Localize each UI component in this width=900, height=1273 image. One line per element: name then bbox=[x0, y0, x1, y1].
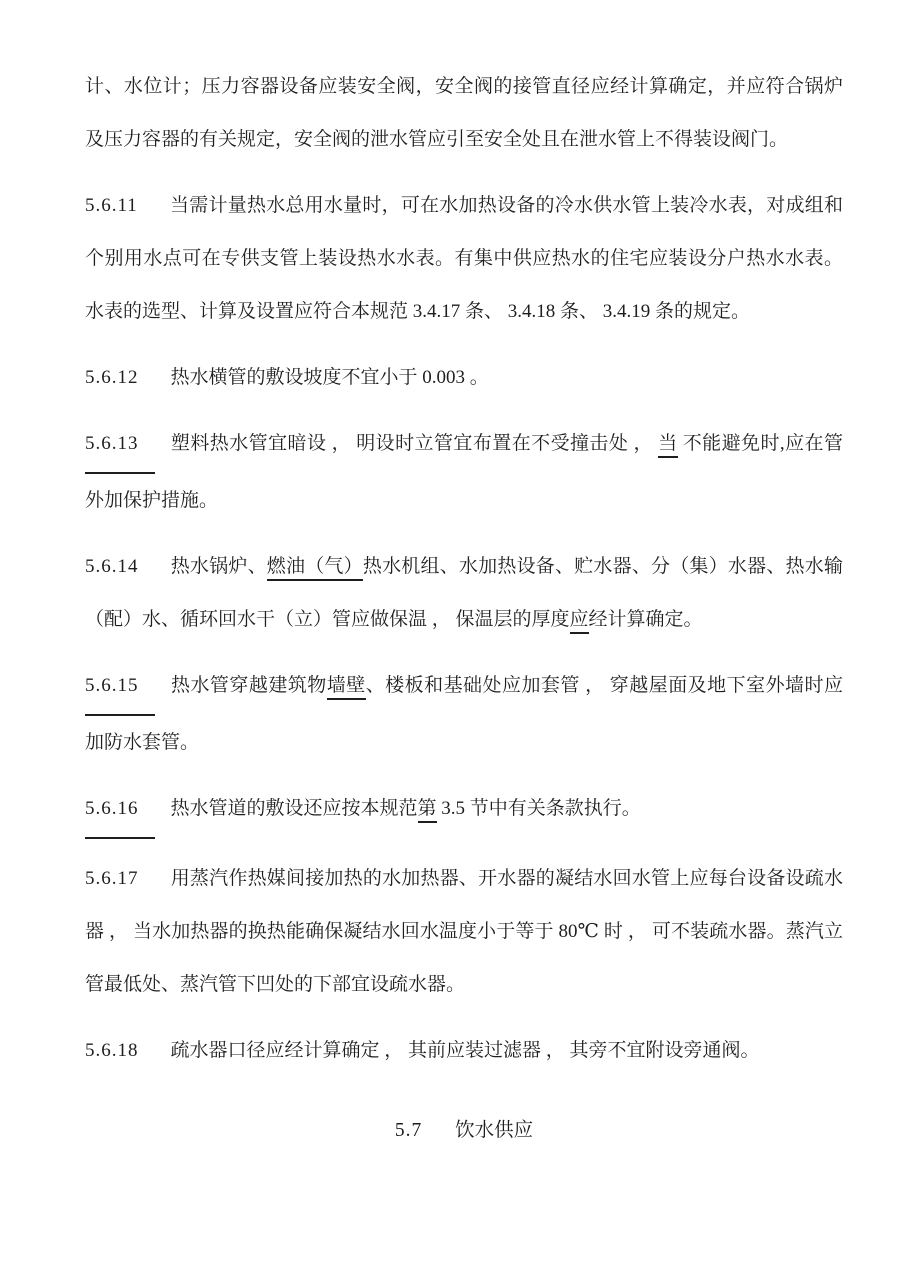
text-run: 热水管道的敷设还应按本规范 bbox=[170, 798, 418, 819]
paragraph-5.6.13 bbox=[85, 417, 843, 527]
clause-number: 5.6.12 bbox=[85, 367, 139, 388]
underlined-text: 第 bbox=[418, 798, 437, 823]
text-run: 经计算确定。 bbox=[588, 609, 703, 630]
paragraph-5.6.14 bbox=[85, 540, 843, 646]
document-body bbox=[85, 60, 843, 1077]
paragraph-5.6.15 bbox=[85, 659, 843, 769]
text-run: 热水横管的敷设坡度不宜小于 0.003 。 bbox=[170, 367, 489, 388]
paragraph-5.6.17 bbox=[85, 852, 843, 1011]
paragraph-5.6.16 bbox=[85, 782, 843, 839]
text-run: 热水锅炉、 bbox=[170, 556, 267, 577]
paragraph-5.6.18 bbox=[85, 1024, 843, 1077]
text-run: 塑料热水管宜暗设 ， 明设时立管宜布置在不受撞击处 ， bbox=[170, 433, 659, 454]
text-run: 热水机组、水加热设备、贮水器、分（集）水器、热水输（配）水、循环回水干（立）管应做保温 ， 保温层的厚度 bbox=[85, 556, 843, 630]
section-heading bbox=[85, 1090, 843, 1157]
text-run: 、楼板和基础处应加套管 ， 穿越屋面及地下室外墙时应加防水套管。 bbox=[85, 675, 843, 753]
text-run: 热水管穿越建筑物 bbox=[170, 675, 327, 696]
clause-number: 5.6.17 bbox=[85, 868, 139, 889]
text-run: 3.5 节中有关条款执行。 bbox=[436, 798, 641, 819]
underlined-text: 墙壁 bbox=[327, 675, 366, 700]
text-run: 计、水位计；压力容器设备应装安全阀，安全阀的接管直径应经计算确定，并应符合锅炉及压力容器的有关规定，安全阀的泄水管应引至安全处且在泄水管上不得装设阀门。 bbox=[85, 76, 843, 150]
clause-number: 5.6.18 bbox=[85, 1040, 139, 1061]
text-run: 当需计量热水总用水量时，可在水加热设备的冷水供水管上装冷水表，对成组和个别用水点可在专供支管上装设热水水表。有集中供应热水的住宅应装设分户热水水表。水表的选型、计算及设置应符合本规范 3.4.17 条、 3.4.18 条、 3.4.19 条的规定。 bbox=[85, 195, 843, 322]
text-run: 不能避免时,应在管外加保护措施。 bbox=[85, 433, 843, 511]
section-heading-number: 5.7 bbox=[394, 1120, 423, 1141]
paragraph-5.6.11 bbox=[85, 179, 843, 338]
section-heading-title: 饮水供应 bbox=[455, 1120, 534, 1141]
paragraph-continuation bbox=[85, 60, 843, 166]
clause-number: 5.6.15 bbox=[85, 659, 155, 716]
underlined-text: 当 bbox=[658, 433, 677, 458]
underlined-text: 燃油（气） bbox=[267, 556, 363, 581]
text-run: 疏水器口径应经计算确定 ， 其前应装过滤器 ， 其旁不宜附设旁通阀。 bbox=[170, 1040, 760, 1061]
text-run: 用蒸汽作热媒间接加热的水加热器、开水器的凝结水回水管上应每台设备设疏水器 ， 当水加热器的换热能确保凝结水回水温度小于等于 80℃ 时 ， 可不装疏水器。蒸汽立管最低处、蒸汽管下凹处的下部宜设疏水器。 bbox=[85, 868, 843, 995]
clause-number: 5.6.16 bbox=[85, 782, 155, 839]
underlined-text: 应 bbox=[570, 609, 589, 634]
clause-number: 5.6.14 bbox=[85, 556, 139, 577]
paragraph-5.6.12 bbox=[85, 351, 843, 404]
clause-number: 5.6.11 bbox=[85, 195, 138, 216]
clause-number: 5.6.13 bbox=[85, 417, 155, 474]
